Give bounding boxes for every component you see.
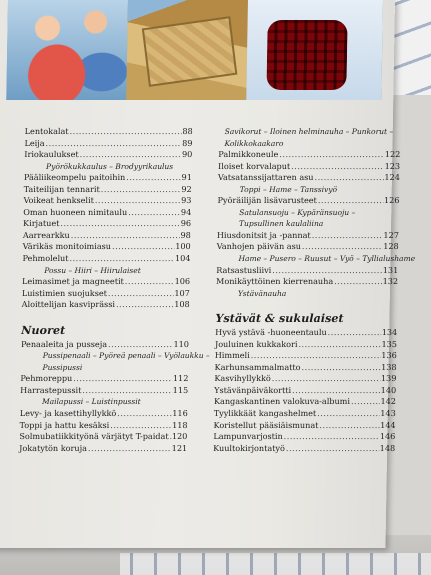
toc-page-number: 135 (381, 338, 398, 349)
dot-leader (328, 327, 381, 339)
toc-entry (23, 195, 191, 207)
section-gap (216, 299, 398, 305)
dot-leader (284, 431, 379, 443)
dot-leader (312, 230, 383, 242)
toc-entry (20, 385, 188, 397)
toc-entry-title: Kasvihyllykkö (214, 373, 271, 384)
toc-subitems: Pussipussi (42, 362, 83, 372)
toc-entry (217, 241, 399, 253)
toc-page-number: 136 (381, 350, 397, 361)
toc-page-number: 121 (171, 442, 188, 453)
toc-entry-title: Vanhojen päivän asu (216, 241, 302, 252)
toc-page-number: 138 (381, 361, 397, 372)
photo-dolls (6, 0, 128, 100)
toc-page-number: 127 (383, 229, 399, 240)
dot-leader (95, 195, 180, 207)
toc-entry (214, 396, 396, 408)
toc-page-number: 106 (174, 276, 191, 287)
toc-entry (218, 161, 400, 173)
toc-page-number: 90 (181, 149, 193, 160)
toc-entry (20, 408, 188, 420)
toc-page-number: 89 (182, 137, 193, 148)
toc-entry (217, 230, 399, 242)
toc-page-number: 122 (384, 149, 401, 160)
toc-entry (216, 276, 398, 288)
toc-entry-title: Kuultokirjontatyö (213, 442, 286, 453)
toc-page-number: 144 (380, 419, 396, 430)
dot-leader (317, 408, 379, 420)
toc-entry (24, 149, 192, 161)
toc-subitems: Ystävänauha (237, 288, 287, 298)
toc-entry (23, 207, 191, 219)
photo-decorated-box (126, 0, 248, 100)
toc-entry (213, 443, 395, 455)
toc-entry-title: Kangaskantinen valokuva-albumi (213, 396, 351, 407)
dot-leader (314, 172, 383, 184)
toc-entry (22, 276, 190, 288)
toc-page-number: 93 (181, 195, 192, 206)
toc-subitems: Satulansuoju – Kypäränsuoju – (239, 207, 356, 217)
section-heading: Nuoret (21, 322, 66, 337)
dot-leader (286, 443, 379, 455)
toc-page-number: 123 (384, 160, 401, 171)
toc-entry (22, 299, 190, 311)
section-gap (21, 311, 189, 317)
toc-entry (214, 362, 396, 374)
toc-subitems: Pyörökukkaulus – Brodyyrikaulus (46, 161, 174, 171)
dot-leader (108, 288, 174, 300)
toc-page-number: 115 (172, 384, 189, 395)
toc-entry-title: Jokatytön koruja (19, 442, 88, 453)
toc-entry (217, 195, 399, 207)
toc-entry-title: Hiusdonitsit ja -pannat (216, 229, 311, 240)
dot-leader (80, 149, 182, 161)
toc-page-number: 146 (379, 431, 396, 442)
toc-entry-title: Ystävänpäiväkortti (214, 384, 292, 395)
toc-entry (213, 420, 395, 432)
toc-page-number: 126 (383, 195, 400, 206)
dot-leader (298, 339, 380, 351)
toc-entry (214, 385, 396, 397)
toc-page-number: 139 (380, 373, 397, 384)
dot-leader (117, 408, 171, 420)
toc-entry (22, 288, 190, 300)
dot-leader (272, 265, 382, 277)
dot-leader (101, 184, 181, 196)
toc-entry-title: Kirjatuet (23, 218, 60, 229)
dot-leader (128, 207, 180, 219)
dot-leader (334, 276, 382, 288)
dot-leader (88, 443, 171, 455)
toc-page-number: 148 (379, 442, 396, 453)
dot-leader (108, 339, 173, 351)
toc-entry-title: Monikäyttöinen kierrenauha (216, 276, 334, 287)
dot-leader (116, 299, 173, 311)
toc-entry-title: Himmeli (214, 350, 250, 361)
toc-page-number: 140 (380, 384, 397, 395)
toc-entry-title: Luistimien suojukset (21, 287, 108, 298)
toc-entry (23, 218, 191, 230)
striped-tablecloth (120, 553, 431, 575)
toc-entry (24, 172, 192, 184)
toc-entry-title: Vatsatanssijattaren asu (217, 172, 314, 183)
toc-entry (218, 149, 400, 161)
toc-entry (213, 431, 395, 443)
toc-entry (23, 241, 191, 253)
toc-entry-title: Lentokalat (24, 126, 69, 136)
toc-page-number: 134 (381, 327, 398, 338)
toc-page-number: 120 (171, 431, 188, 442)
toc-entry-title: Värikäs monitoimiasu (22, 241, 112, 252)
toc-entry-title: Lampunvarjostin (213, 431, 283, 442)
toc-entry-title: Karhunsammalmatto (214, 361, 301, 372)
toc-entry (19, 420, 187, 432)
toc-entry-title: Leija (24, 137, 45, 148)
dot-leader (319, 420, 379, 432)
dot-leader (292, 385, 380, 397)
dot-leader (279, 149, 384, 161)
toc-entry-title: Tyylikkäät kangashelmet (213, 408, 317, 419)
toc-entry-title: Pehmolelut (22, 253, 69, 264)
toc-entry (215, 327, 397, 339)
toc-entry (19, 443, 187, 455)
toc-page-number: 118 (172, 419, 188, 430)
toc-entry-title: Harrastepussit (20, 384, 82, 395)
section-heading: Ystävät & sukulaiset (215, 311, 344, 326)
dot-leader (126, 172, 180, 184)
toc-page-number: 142 (380, 396, 397, 407)
toc-subitems: Toppi – Hame – Tanssivyö (239, 184, 338, 194)
dot-leader (45, 138, 181, 150)
toc-entry-title: Koristellut pääsiäismunat (213, 419, 319, 430)
toc-entry-title: Aloittelijan kasviprässi (21, 299, 116, 310)
toc-entry (218, 172, 400, 184)
toc-page-number: 131 (382, 264, 399, 275)
dot-leader (272, 373, 380, 385)
dot-leader (170, 431, 172, 443)
toc-page-number: 96 (180, 218, 192, 229)
toc-subitems: Pussipenaali – Pyöreä penaali – Vyölaukku – (42, 351, 210, 361)
dot-leader (291, 161, 384, 173)
dot-leader (302, 241, 382, 253)
toc-page-number: 104 (174, 253, 191, 264)
toc-left-column (19, 126, 210, 454)
dot-leader (318, 195, 383, 207)
toc-entry-title: Iloiset korvalaput (218, 160, 291, 171)
photo-strip (6, 0, 383, 100)
dot-leader (69, 253, 174, 265)
toc-entry (214, 408, 396, 420)
toc-entry (24, 184, 192, 196)
toc-entry-title: Pyöräilijän lisävarusteet (217, 195, 317, 206)
toc-entry (25, 126, 193, 138)
toc-entry-title: Ratsastusliivi (216, 264, 272, 275)
toc-entry (215, 350, 397, 362)
toc-subitems: Mailapussi – Luistinpussit (41, 397, 141, 407)
toc-page-number: 100 (175, 241, 191, 252)
toc-entry (24, 138, 192, 150)
toc-entry (214, 373, 396, 385)
toc-subitems: Kolikkokaakaro (224, 138, 284, 148)
toc-page-number: 94 (180, 206, 192, 217)
toc-page-number: 112 (172, 373, 189, 384)
toc-entry-title: Toppi ja hattu kesäksi (19, 419, 110, 430)
toc-right-column (213, 126, 416, 454)
toc-subitems: Possu – Hiiri – Hiirulaiset (44, 265, 141, 275)
toc-entry (23, 230, 191, 242)
dot-leader (251, 350, 381, 362)
toc-subitems: Hame – Pusero – Ruusut – Vyö – Tyllialushame (238, 254, 416, 264)
toc-entry-title: Leimasimet ja magneetit (22, 276, 124, 287)
toc-entry (216, 265, 398, 277)
dot-leader (82, 385, 172, 397)
toc-page-number: 143 (380, 408, 396, 419)
dot-leader (73, 373, 172, 385)
dot-leader (110, 420, 171, 432)
toc-page-number: 98 (180, 229, 191, 240)
toc-entry (20, 373, 188, 385)
toc-entry-title: Jouluinen kukkakori (214, 338, 298, 349)
toc-page-number: 91 (181, 172, 192, 183)
toc-subitems: Tupsullinen kaulaliina (239, 219, 324, 229)
toc-page-number: 128 (383, 241, 399, 252)
toc-entry-title: Iriokaulukset (24, 149, 79, 160)
toc-page-number: 88 (182, 126, 193, 136)
toc-entry-title: Pehmoreppu (20, 373, 73, 384)
toc-entry-title: Taiteilijan tennarit (23, 183, 100, 194)
dot-leader (112, 241, 174, 253)
toc-entry-title: Voikeat henkselit (23, 195, 94, 206)
toc-entry (19, 431, 187, 443)
photo-plaid-backpack (246, 0, 383, 100)
toc-entry (21, 339, 189, 351)
toc-page-number: 110 (173, 338, 190, 349)
dot-leader (71, 230, 180, 242)
dot-leader (60, 218, 180, 230)
toc-entry (22, 253, 190, 265)
toc-entry-title: Levy- ja kasettihyllykkö (19, 408, 117, 419)
toc-entry-title: Penaaleita ja pusseja (20, 338, 108, 349)
dot-leader (70, 126, 182, 138)
toc-page-number: 108 (174, 299, 190, 310)
toc-page-number: 132 (382, 276, 399, 287)
dot-leader (351, 396, 380, 408)
toc-entry-title: Oman huoneen nimitaulu (23, 206, 128, 217)
toc-entry-title: Hyvä ystävä -huoneentaulu (215, 327, 327, 338)
toc-entry-title: Solmubatiikkityönä värjätyt T-paidat (19, 431, 169, 442)
toc-page-number: 124 (384, 172, 400, 183)
dot-leader (301, 362, 380, 374)
dot-leader (125, 276, 174, 288)
toc-subitems: Savikorut – Iloinen helminauha – Punkorut – (224, 127, 394, 136)
toc-page-number: 116 (172, 408, 188, 419)
toc-page-number: 92 (181, 183, 192, 194)
toc-entry-title: Aarrearkku (22, 229, 70, 240)
toc-entry-title: Palmikkoneule (218, 149, 279, 160)
toc-page-number: 107 (174, 287, 190, 298)
toc-entry (215, 339, 397, 351)
toc-entry-title: Pääliikeompelu paitoihin (23, 172, 126, 183)
